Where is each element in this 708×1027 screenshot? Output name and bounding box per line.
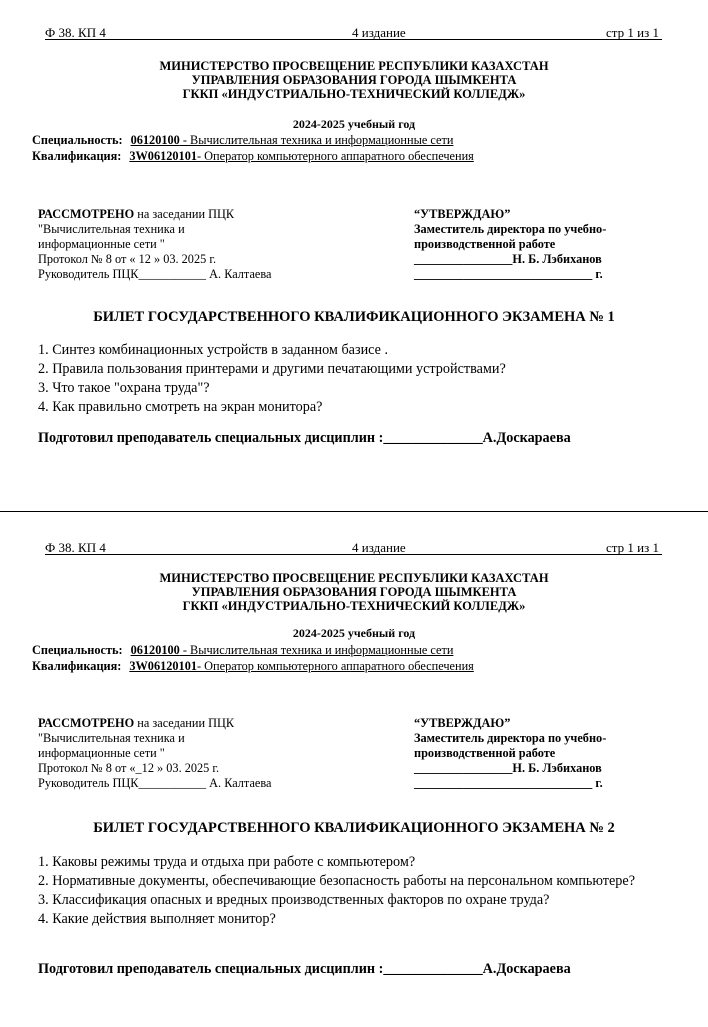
question-item: 1. Каковы режимы труда и отдыха при работе с компьютером? <box>38 854 416 870</box>
qualification-label: Квалификация: <box>32 149 122 163</box>
question-item: 3. Что такое "охрана труда"? <box>38 380 210 396</box>
reviewed-rest: на заседании ПЦК <box>134 716 235 730</box>
approve-signature: ________________Н. Б. Лэбиханов <box>414 252 602 266</box>
question-item: 1. Синтез комбинационных устройств в заданном базисе . <box>38 342 389 358</box>
reviewed-rest: на заседании ПЦК <box>134 207 235 221</box>
ministry-line: ГККП «ИНДУСТРИАЛЬНО-ТЕХНИЧЕСКИЙ КОЛЛЕДЖ» <box>182 599 526 613</box>
qualification-line <box>32 659 474 674</box>
reviewed-title: РАССМОТРЕНО <box>38 716 135 730</box>
question-item: 3. Классификация опасных и вредных производственных факторов по охране труда? <box>38 892 550 908</box>
qualification-line <box>32 149 474 164</box>
reviewed-line: "Вычислительная техника и <box>38 222 185 236</box>
protocol-line: Протокол № 8 от «_12 » 03. 2025 г. <box>38 761 220 775</box>
approve-date: _____________________________ г. <box>414 776 603 790</box>
qualification-code: 3W06120101 <box>129 659 197 673</box>
specialty-label: Специальность: <box>32 643 123 657</box>
reviewed-block <box>38 716 271 791</box>
approve-title: “УТВЕРЖДАЮ” <box>414 716 511 730</box>
edition: 4 издание <box>352 25 406 40</box>
approve-date: _____________________________ г. <box>414 267 603 281</box>
reviewed-line: информационные сети " <box>38 237 165 251</box>
qualification-code: 3W06120101 <box>129 149 197 163</box>
reviewed-block <box>38 207 271 282</box>
head-line: Руководитель ПЦК___________ А. Калтаева <box>38 267 272 281</box>
reviewed-line: информационные сети " <box>38 746 165 760</box>
ministry-line: УПРАВЛЕНИЯ ОБРАЗОВАНИЯ ГОРОДА ШЫМКЕНТА <box>191 585 517 599</box>
approve-title: “УТВЕРЖДАЮ” <box>414 207 511 221</box>
header-underline <box>45 554 662 555</box>
approve-block <box>414 716 606 791</box>
ministry-heading <box>0 59 708 101</box>
ministry-line: МИНИСТЕРСТВО ПРОСВЕЩЕНИЕ РЕСПУБЛИКИ КАЗАХСТАН <box>159 571 549 585</box>
specialty-label: Специальность: <box>32 133 123 147</box>
edition: 4 издание <box>352 540 406 555</box>
reviewed-line: "Вычислительная техника и <box>38 731 185 745</box>
question-list <box>38 341 638 417</box>
approve-line: Заместитель директора по учебно- <box>414 222 607 236</box>
question-list <box>38 853 638 929</box>
head-line: Руководитель ПЦК___________ А. Калтаева <box>38 776 272 790</box>
ticket-title: БИЛЕТ ГОСУДАРСТВЕННОГО КВАЛИФИКАЦИОННОГО ЭКЗАМЕНА № 1 <box>93 309 615 325</box>
specialty-text: - Вычислительная техника и информационные сети <box>179 133 454 147</box>
page-number: стр 1 из 1 <box>606 540 659 555</box>
approve-line: производственной работе <box>414 237 556 251</box>
ministry-line: УПРАВЛЕНИЯ ОБРАЗОВАНИЯ ГОРОДА ШЫМКЕНТА <box>191 73 517 87</box>
academic-year: 2024-2025 учебный год <box>292 626 416 640</box>
prepared-by: Подготовил преподаватель специальных дисциплин :______________А.Доскараева <box>38 430 571 446</box>
academic-year: 2024-2025 учебный год <box>292 117 416 131</box>
ticket-title: БИЛЕТ ГОСУДАРСТВЕННОГО КВАЛИФИКАЦИОННОГО ЭКЗАМЕНА № 2 <box>93 820 615 836</box>
ministry-line: ГККП «ИНДУСТРИАЛЬНО-ТЕХНИЧЕСКИЙ КОЛЛЕДЖ» <box>182 87 526 101</box>
approve-signature: ________________Н. Б. Лэбиханов <box>414 761 602 775</box>
specialty-code: 06120100 <box>130 643 180 657</box>
question-item: 2. Нормативные документы, обеспечивающие безопасность работы на персональном компьютере? <box>38 873 635 889</box>
specialty-line <box>32 133 453 148</box>
page-number: стр 1 из 1 <box>606 25 659 40</box>
exam-ticket-1 <box>0 0 708 512</box>
qualification-text: - Оператор компьютерного аппаратного обеспечения <box>197 149 474 163</box>
specialty-code: 06120100 <box>130 133 180 147</box>
question-item: 2. Правила пользования принтерами и другими печатающими устройствами? <box>38 361 506 377</box>
question-item: 4. Какие действия выполняет монитор? <box>38 911 276 927</box>
approve-line: производственной работе <box>414 746 556 760</box>
exam-ticket-2 <box>0 515 708 1027</box>
prepared-by: Подготовил преподаватель специальных дисциплин :______________А.Доскараева <box>38 961 571 977</box>
form-code: Ф 38. КП 4 <box>45 25 106 40</box>
qualification-label: Квалификация: <box>32 659 122 673</box>
qualification-text: - Оператор компьютерного аппаратного обеспечения <box>197 659 474 673</box>
specialty-text: - Вычислительная техника и информационные сети <box>179 643 454 657</box>
ministry-line: МИНИСТЕРСТВО ПРОСВЕЩЕНИЕ РЕСПУБЛИКИ КАЗАХСТАН <box>159 59 549 73</box>
protocol-line: Протокол № 8 от « 12 » 03. 2025 г. <box>38 252 217 266</box>
approve-line: Заместитель директора по учебно- <box>414 731 607 745</box>
question-item: 4. Как правильно смотреть на экран монитора? <box>38 399 323 415</box>
ticket-separator <box>0 511 708 512</box>
specialty-line <box>32 643 453 658</box>
form-code: Ф 38. КП 4 <box>45 540 106 555</box>
reviewed-title: РАССМОТРЕНО <box>38 207 135 221</box>
approve-block <box>414 207 606 282</box>
ministry-heading <box>0 571 708 613</box>
header-underline <box>45 39 662 40</box>
